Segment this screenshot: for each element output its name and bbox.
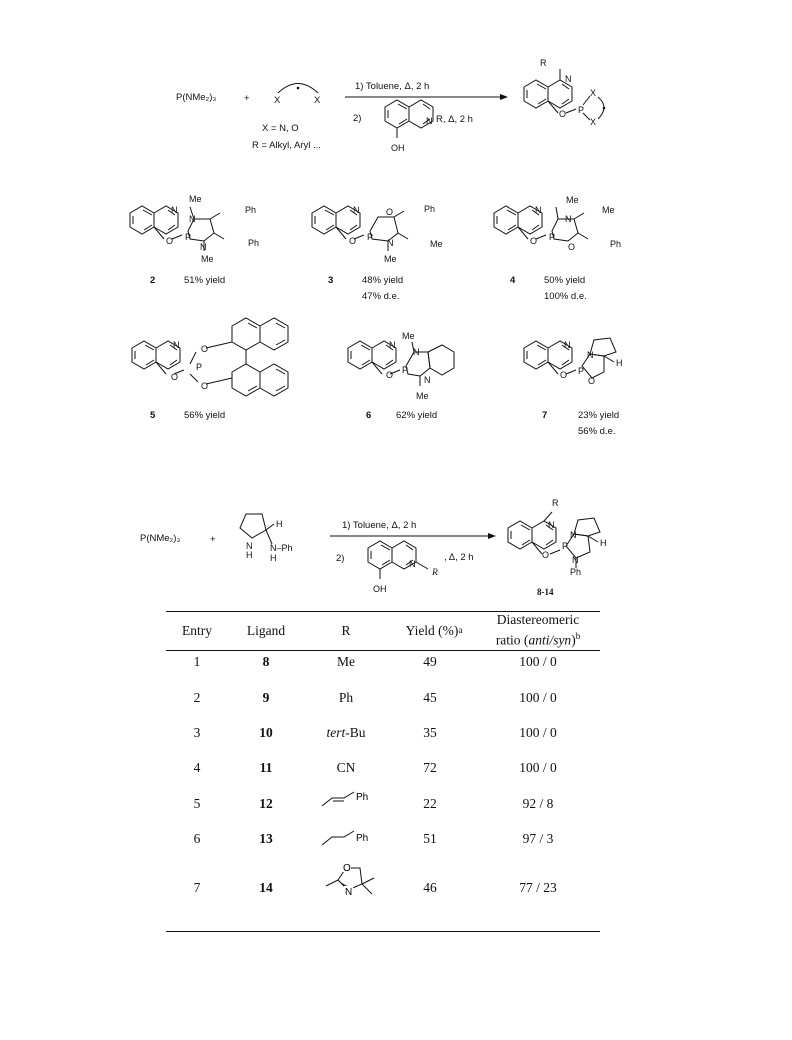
n-label: N [353, 205, 360, 215]
compound-4-structure [494, 195, 621, 252]
n-label: N [189, 214, 196, 224]
compound-7-de: 56% d.e. [578, 426, 616, 437]
h-label: H [616, 358, 623, 368]
yield-cell: 46 [423, 880, 437, 895]
entry-cell: 3 [193, 725, 201, 740]
r-cell: Me [337, 654, 355, 669]
yield-cell: 22 [423, 796, 437, 811]
x-right: X [314, 95, 321, 106]
p-label: P [185, 232, 192, 242]
me-label: Me [430, 239, 443, 249]
yield-cell: 35 [423, 725, 437, 740]
n-label: N [424, 375, 431, 385]
compound-3-structure [312, 204, 443, 264]
compound-3-de: 47% d.e. [362, 291, 400, 302]
compound-3-number: 3 [328, 275, 334, 286]
table-bottom-rule [166, 931, 600, 932]
r-cell: Ph [338, 690, 354, 705]
step-2-number: 2) [353, 113, 362, 124]
compound-5-yield: 56% yield [184, 410, 226, 421]
ratio-cell: 100 / 0 [519, 725, 557, 740]
results-table [166, 610, 600, 932]
p-label: P [367, 232, 374, 242]
o-label: O [166, 236, 174, 246]
reagent-pnme2-3: P(NMe₂)₃ [140, 533, 181, 544]
h-label: H [600, 538, 607, 548]
entry-cell: 4 [193, 760, 201, 775]
me-label: Me [416, 391, 429, 401]
ligand-cell: 14 [259, 880, 273, 895]
ratio-cell: 97 / 3 [522, 831, 554, 846]
header-yield [398, 610, 470, 650]
ligand-cell: 13 [259, 831, 273, 846]
entry-cell: 5 [193, 796, 201, 811]
styryl-structure [320, 788, 380, 812]
n-label: N [246, 541, 253, 551]
header-ratio-line1: Diastereomeric [496, 612, 580, 628]
yield-cell: 72 [423, 760, 437, 775]
ph-label: Ph [424, 204, 436, 214]
n-label: N [200, 242, 207, 252]
o-label: O [386, 370, 394, 380]
ph-label: Ph [248, 238, 260, 248]
r-definition: R = Alkyl, Aryl ... [252, 140, 321, 151]
p-label: P [402, 365, 409, 375]
header-yield-sup: a [458, 624, 463, 635]
header-ratio [476, 610, 600, 650]
n-label: N [587, 350, 594, 360]
scheme-1 [176, 58, 605, 153]
ratio-cell: 100 / 0 [519, 690, 557, 705]
me-label: Me [189, 194, 202, 204]
o-label: O [386, 207, 394, 217]
ratio-cell: 92 / 8 [522, 796, 554, 811]
prolinamine-reagent [240, 514, 293, 563]
r-label: R [540, 58, 547, 68]
compound-2-number: 2 [150, 275, 156, 286]
p-label: P [196, 362, 203, 372]
n-label: N [572, 555, 579, 565]
r-cell [306, 723, 386, 743]
ratio-cell: 77 / 23 [519, 880, 557, 895]
nph-label: N–Ph [270, 543, 293, 553]
scheme-2 [140, 498, 607, 597]
o-label: O [560, 370, 568, 380]
table-row [166, 652, 600, 672]
me-label: Me [201, 254, 214, 264]
compound-7-number: 7 [542, 410, 548, 421]
ph-label: Ph [356, 833, 369, 844]
ratio-sup: b [575, 631, 581, 642]
r-plain-part: -Bu [345, 725, 366, 740]
compound-2-structure [130, 194, 259, 264]
ratio-italic: anti/syn [528, 632, 572, 648]
o-label: O [201, 381, 209, 391]
ratio-cell: 100 / 0 [519, 654, 557, 669]
oh-label: OH [373, 584, 387, 594]
n-label: N [387, 238, 394, 248]
substituted-hydroxyquinoline [368, 541, 428, 579]
ligand-cell: 10 [259, 725, 273, 740]
h-label: H [276, 519, 283, 529]
o-label: O [349, 236, 357, 246]
n-label: N [409, 559, 416, 569]
o-label: O [542, 550, 550, 560]
compound-4-yield: 50% yield [544, 275, 586, 286]
p-label: P [562, 541, 569, 551]
compound-5-number: 5 [150, 410, 156, 421]
n-label: N [548, 520, 555, 530]
step-2-conditions: R, Δ, 2 h [436, 114, 473, 125]
yield-cell: 45 [423, 690, 437, 705]
n-label: N [173, 340, 180, 350]
step-2-conditions: , Δ, 2 h [444, 552, 474, 563]
entry-cell: 2 [193, 690, 201, 705]
p-label: P [578, 366, 585, 376]
o-label-product: O [559, 109, 567, 119]
compound-6-yield: 62% yield [396, 410, 438, 421]
plus-sign: + [244, 93, 250, 104]
yield-cell: 51 [423, 831, 437, 846]
entry-cell: 6 [193, 831, 201, 846]
n-label: N [426, 116, 433, 126]
ph-label: Ph [356, 792, 369, 803]
r-cell [306, 794, 386, 814]
ph-label: Ph [570, 567, 582, 577]
ratio-post: ) [571, 632, 576, 648]
r-cell [306, 863, 386, 898]
n-label-product: N [565, 74, 572, 84]
compound-7-structure [524, 338, 623, 386]
r-cell [306, 829, 386, 849]
compound-5-structure [132, 318, 288, 396]
product-label: 8-14 [537, 587, 554, 597]
ratio-pre: ratio ( [495, 632, 529, 648]
r-cell: CN [336, 760, 356, 775]
n-label: N [413, 347, 420, 357]
n-label: N [535, 205, 542, 215]
o-label: O [343, 863, 351, 874]
entry-cell: 7 [193, 880, 201, 895]
n-label: N [389, 340, 396, 350]
yield-cell: 49 [423, 654, 437, 669]
oxazoline-structure [318, 858, 382, 906]
table-row [166, 758, 600, 778]
h-label: H [246, 550, 253, 560]
r-label: R [552, 498, 559, 508]
me-label: Me [602, 205, 615, 215]
x-label-product-2: X [590, 117, 597, 127]
compound-7-yield: 23% yield [578, 410, 620, 421]
compound-6-number: 6 [366, 410, 372, 421]
o-label: O [171, 372, 179, 382]
table-row [166, 829, 600, 849]
p-label: P [549, 232, 556, 242]
r-italic-part: tert [326, 725, 346, 740]
step-2-number: 2) [336, 553, 345, 564]
step-1-conditions: 1) Toluene, Δ, 2 h [342, 520, 417, 531]
h-label: H [270, 553, 277, 563]
ligand-cell: 12 [259, 796, 273, 811]
header-ratio-line2 [496, 628, 580, 649]
o-label: O [588, 376, 596, 386]
n-label: N [345, 887, 353, 898]
n-label: N [565, 214, 572, 224]
x-label-product-1: X [590, 88, 597, 98]
header-ligand: Ligand [246, 622, 286, 638]
compound-4-number: 4 [510, 275, 516, 286]
me-label: Me [566, 195, 579, 205]
compound-2-yield: 51% yield [184, 275, 226, 286]
o-label: O [201, 344, 209, 354]
ligand-cell: 11 [259, 760, 273, 775]
x-definition: X = N, O [262, 123, 299, 134]
table-row [166, 688, 600, 708]
table-header-rule [166, 650, 600, 651]
ligand-cell: 8 [262, 654, 270, 669]
compound-4-de: 100% d.e. [544, 291, 587, 302]
table-row [166, 723, 600, 743]
ph-label: Ph [245, 205, 257, 215]
x-left: X [274, 95, 281, 106]
header-yield-text: Yield (%) [405, 622, 459, 638]
n-label: N [570, 530, 577, 540]
o-label: O [530, 236, 538, 246]
oh-label: OH [391, 143, 405, 153]
me-label: Me [384, 254, 397, 264]
n-label: N [564, 340, 571, 350]
ph-label: Ph [610, 239, 622, 249]
ratio-cell: 100 / 0 [519, 760, 557, 775]
plus-sign: + [210, 534, 216, 545]
reagent-pnme2-3: P(NMe₂)₃ [176, 92, 217, 103]
entry-cell: 1 [193, 654, 201, 669]
compound-3-yield: 48% yield [362, 275, 404, 286]
phenethyl-structure [320, 827, 380, 851]
p-label-product: P [578, 105, 585, 115]
compound-6-structure [348, 331, 454, 401]
table-row [166, 863, 600, 898]
me-label: Me [402, 331, 415, 341]
table-row [166, 794, 600, 814]
header-r: R [341, 622, 351, 638]
n-label: N [171, 205, 178, 215]
diol-diamine-reagent [274, 84, 321, 107]
o-label: O [568, 242, 576, 252]
step-1-conditions: 1) Toluene, Δ, 2 h [355, 81, 430, 92]
header-entry: Entry [182, 622, 212, 638]
ligand-cell: 9 [262, 690, 270, 705]
r-label: R [432, 568, 438, 578]
